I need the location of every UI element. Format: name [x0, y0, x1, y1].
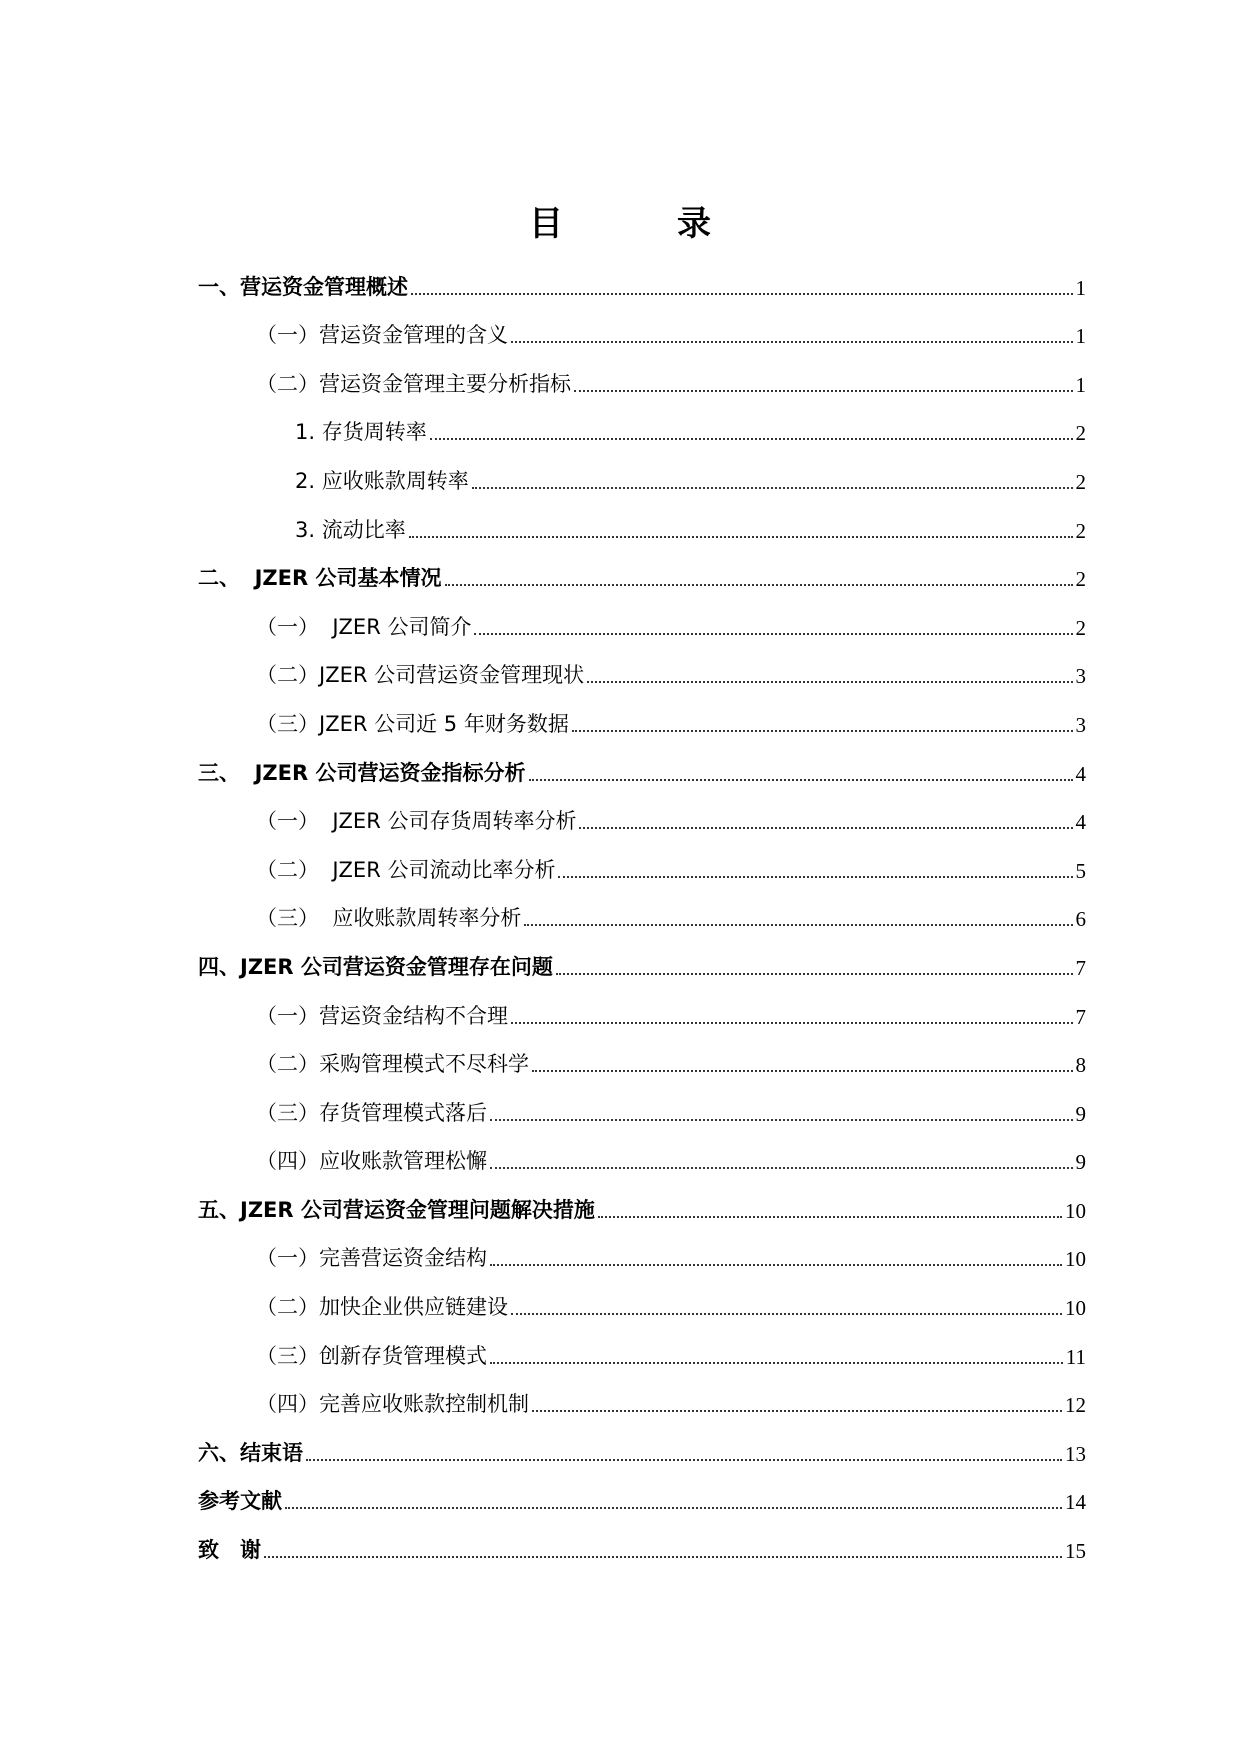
toc-entry-page-number: 4	[1075, 761, 1086, 786]
toc-entry[interactable]	[198, 797, 1086, 846]
toc-entry[interactable]	[198, 1282, 1086, 1331]
toc-entry[interactable]	[198, 456, 1086, 505]
toc-entry[interactable]	[198, 1380, 1086, 1429]
toc-entry[interactable]	[198, 748, 1086, 797]
dot-leader	[490, 1167, 1073, 1169]
toc-entry-label: （一）营运资金结构不合理	[256, 1003, 508, 1028]
toc-entry[interactable]	[198, 1040, 1086, 1089]
toc-entry-page-number: 1	[1075, 372, 1086, 397]
toc-entry-page-number: 9	[1075, 1150, 1086, 1175]
toc-entry-page-number: 3	[1075, 712, 1086, 737]
toc-entry[interactable]	[198, 554, 1086, 603]
toc-entry[interactable]	[198, 1477, 1086, 1526]
dot-leader	[411, 293, 1073, 295]
toc-entry[interactable]	[198, 699, 1086, 748]
toc-entry-label: 3. 流动比率	[295, 517, 406, 542]
toc-entry-page-number: 5	[1075, 858, 1086, 883]
toc-entry[interactable]	[198, 311, 1086, 360]
toc-entry[interactable]	[198, 651, 1086, 700]
dot-leader	[524, 924, 1072, 926]
toc-entry[interactable]	[198, 991, 1086, 1040]
toc-entry-label: 1. 存货周转率	[295, 420, 427, 445]
toc-entry-page-number: 9	[1075, 1101, 1086, 1126]
toc-entry-page-number: 2	[1075, 615, 1086, 640]
toc-entry-label: （一）营运资金管理的含义	[256, 323, 508, 348]
toc-entry-page-number: 4	[1075, 810, 1086, 835]
toc-entry[interactable]	[198, 1088, 1086, 1137]
dot-leader	[430, 438, 1073, 440]
toc-entry-label: 六、结束语	[198, 1440, 303, 1465]
toc-entry[interactable]	[198, 505, 1086, 554]
toc-entry[interactable]	[198, 942, 1086, 991]
dot-leader	[587, 681, 1072, 683]
toc-entry[interactable]	[198, 408, 1086, 457]
toc-entry[interactable]	[198, 1428, 1086, 1477]
dot-leader	[474, 633, 1072, 635]
toc-entry-page-number: 2	[1075, 421, 1086, 446]
toc-entry-page-number: 1	[1075, 324, 1086, 349]
toc-entry-page-number: 11	[1065, 1344, 1086, 1369]
toc-entry-label: 五、JZER 公司营运资金管理问题解决措施	[198, 1197, 595, 1222]
toc-entry[interactable]	[198, 602, 1086, 651]
dot-leader	[285, 1507, 1062, 1509]
toc-entry[interactable]	[198, 1331, 1086, 1380]
dot-leader	[532, 1410, 1062, 1412]
dot-leader	[574, 390, 1073, 392]
toc-entry-page-number: 10	[1065, 1247, 1086, 1272]
toc-entry-label: （二） JZER 公司流动比率分析	[256, 857, 556, 882]
dot-leader	[556, 973, 1073, 975]
toc-entry-label: 三、 JZER 公司营运资金指标分析	[198, 760, 526, 785]
toc-entry[interactable]	[198, 1185, 1086, 1234]
toc-entry-label: （二）JZER 公司营运资金管理现状	[256, 663, 585, 688]
dot-leader	[472, 487, 1073, 489]
toc-entry-label: （三） 应收账款周转率分析	[256, 906, 522, 931]
toc-entry-page-number: 1	[1075, 275, 1086, 300]
toc-entry-label: 致 谢	[198, 1538, 261, 1563]
toc-entry-label: 四、JZER 公司营运资金管理存在问题	[198, 954, 553, 979]
dot-leader	[511, 1313, 1062, 1315]
toc-title: 目 录	[529, 204, 751, 244]
toc-entry-page-number: 7	[1075, 955, 1086, 980]
toc-entry-page-number: 13	[1065, 1441, 1086, 1466]
toc-entry-page-number: 12	[1065, 1393, 1086, 1418]
toc-entry-label: 2. 应收账款周转率	[295, 468, 469, 493]
toc-entry-label: （三）存货管理模式落后	[256, 1100, 487, 1125]
toc-entry-page-number: 10	[1065, 1296, 1086, 1321]
dot-leader	[532, 1070, 1073, 1072]
dot-leader	[529, 779, 1073, 781]
toc-entry[interactable]	[198, 894, 1086, 943]
toc-entry-page-number: 2	[1075, 469, 1086, 494]
dot-leader	[511, 1022, 1073, 1024]
toc-entry-label: （四）完善应收账款控制机制	[256, 1392, 529, 1417]
toc-entry-page-number: 14	[1065, 1490, 1086, 1515]
table-of-contents	[198, 262, 1086, 1574]
dot-leader	[598, 1216, 1062, 1218]
toc-entry-page-number: 7	[1075, 1004, 1086, 1029]
toc-entry-label: （二）加快企业供应链建设	[256, 1295, 508, 1320]
toc-entry-page-number: 6	[1075, 907, 1086, 932]
toc-entry-label: （二）营运资金管理主要分析指标	[256, 371, 571, 396]
toc-entry-label: （一）完善营运资金结构	[256, 1246, 487, 1271]
dot-leader	[511, 341, 1073, 343]
toc-entry[interactable]	[198, 262, 1086, 311]
dot-leader	[572, 730, 1073, 732]
toc-entry-page-number: 2	[1075, 518, 1086, 543]
toc-entry-label: 二、 JZER 公司基本情况	[198, 566, 442, 591]
toc-entry-label: （四）应收账款管理松懈	[256, 1149, 487, 1174]
toc-entry-label: 一、营运资金管理概述	[198, 274, 408, 299]
dot-leader	[490, 1119, 1073, 1121]
toc-entry[interactable]	[198, 1234, 1086, 1283]
dot-leader	[264, 1556, 1062, 1558]
toc-entry-label: （一） JZER 公司存货周转率分析	[256, 809, 577, 834]
dot-leader	[409, 536, 1073, 538]
dot-leader	[490, 1264, 1062, 1266]
toc-entry-page-number: 2	[1075, 567, 1086, 592]
toc-entry[interactable]	[198, 1137, 1086, 1186]
dot-leader	[445, 584, 1073, 586]
dot-leader	[558, 876, 1072, 878]
dot-leader	[306, 1459, 1062, 1461]
dot-leader	[490, 1362, 1063, 1364]
toc-entry-label: （三）创新存货管理模式	[256, 1343, 487, 1368]
dot-leader	[579, 827, 1072, 829]
toc-entry[interactable]	[198, 359, 1086, 408]
toc-entry-page-number: 3	[1075, 664, 1086, 689]
toc-entry-page-number: 10	[1065, 1198, 1086, 1223]
toc-entry-label: （二）采购管理模式不尽科学	[256, 1052, 529, 1077]
toc-entry-label: 参考文献	[198, 1489, 282, 1514]
toc-entry[interactable]	[198, 1525, 1086, 1574]
toc-entry-page-number: 8	[1075, 1053, 1086, 1078]
toc-entry-label: （一） JZER 公司简介	[256, 614, 472, 639]
toc-entry-page-number: 15	[1065, 1539, 1086, 1564]
toc-entry[interactable]	[198, 845, 1086, 894]
toc-entry-label: （三）JZER 公司近 5 年财务数据	[256, 711, 569, 736]
